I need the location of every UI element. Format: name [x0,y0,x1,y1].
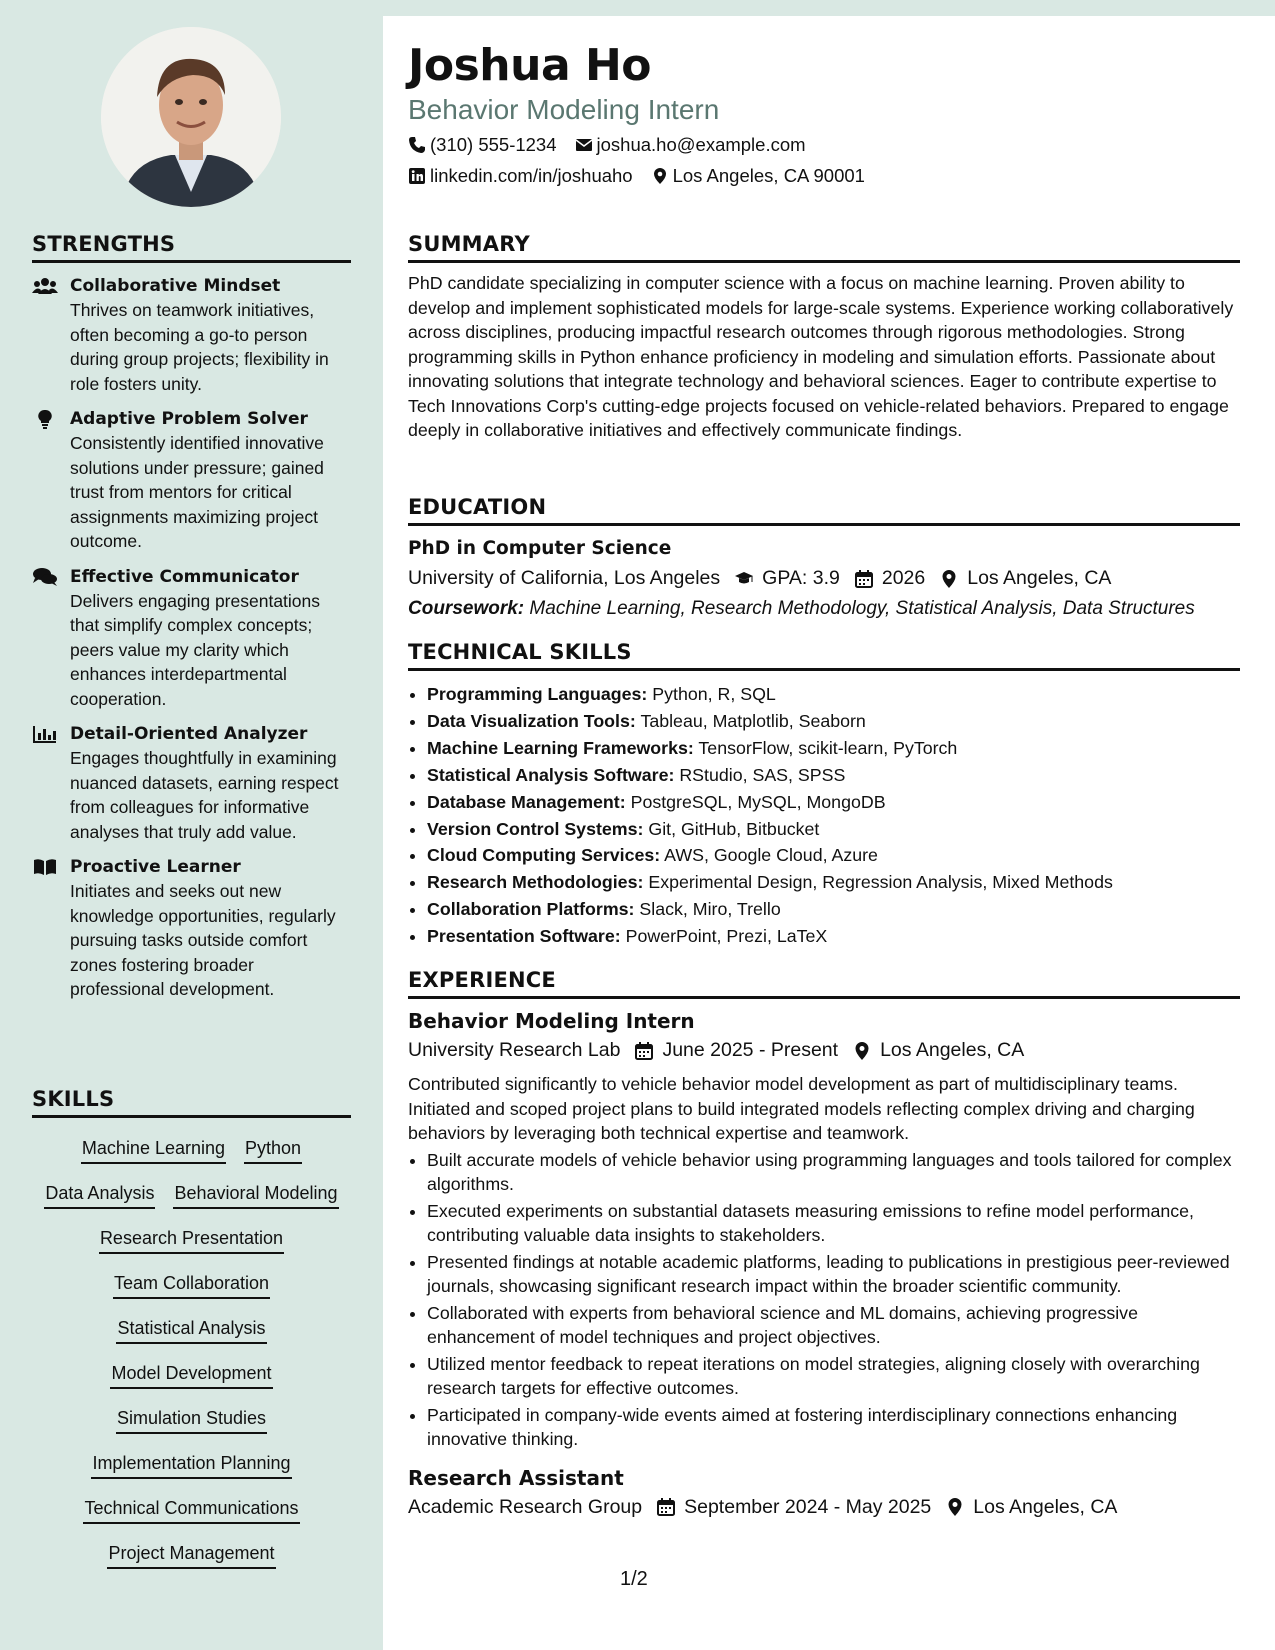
summary-title: SUMMARY [408,232,1240,263]
technical-skills-list [408,681,1240,950]
skill-tag: Technical Communications [83,1498,299,1524]
skill-label: Machine Learning Frameworks: [427,737,694,758]
strength-name: Proactive Learner [70,857,241,877]
technical-skill-item [427,708,1240,735]
phone-item [408,134,557,156]
skill-label: Data Visualization Tools: [427,710,636,731]
skill-row [32,1533,351,1578]
job-bullet: • Executed experiments on substantial datasets measuring emissions to refine model performance, contributing valuable data insights to stakeholders. [427,1199,1240,1248]
phone-text: (310) 555-1234 [430,134,557,155]
job-location: Los Angeles, CA [973,1495,1118,1518]
strength-item [32,566,351,712]
coursework-label: Coursework: [408,598,525,619]
skill-value: RStudio, SAS, SPSS [679,764,846,785]
strength-desc: Consistently identified innovative solutions under pressure; gained trust from mentors for critical assignments maximizing project outcome. [70,433,324,551]
skill-tag: Implementation Planning [91,1453,291,1479]
skill-tag: Behavioral Modeling [173,1183,338,1209]
job-location: Los Angeles, CA [880,1039,1025,1061]
linkedin-text: linkedin.com/in/joshuaho [430,165,633,186]
skill-value: Slack, Miro, Trello [639,899,781,920]
calendar-icon [854,569,874,589]
job-bullet: • Utilized mentor feedback to repeat iterations on model strategies, aligning closely with overarching research targets for effective outcomes. [427,1352,1240,1401]
experience-section [408,968,1240,1519]
skill-label: Cloud Computing Services: [427,845,661,866]
strengths-title: STRENGTHS [32,232,351,263]
profile-photo [101,27,281,207]
summary-text: PhD candidate specializing in computer science with a focus on machine learning. Proven ability to develop and implement sophisticated models for large-scale systems. Experience working collaboratively across disciplines, producing impactful research outcomes through rigorous methodologies. Strong programming skills in Python enhance proficiency in modeling and simulation efforts. Passionate about innovating solutions that integrate technology and behavioral sciences. Eager to contribute expertise to Tech Innovations Corp's cutting-edge projects focused on vehicle-related behaviors. Prepared to engage deeply in collaborative initiatives and effectively communicate findings. [408,273,1234,440]
degree-name: PhD in Computer Science [408,538,672,559]
skill-tag: Python [244,1138,302,1164]
education-title: EDUCATION [408,495,1240,526]
skill-tag: Simulation Studies [116,1408,267,1434]
strength-desc: Thrives on teamwork initiatives, often becoming a go-to person during group projects; flexibility in role fosters unity. [70,300,329,394]
coursework-line [408,598,1240,620]
job-title: Behavior Modeling Intern [408,1009,695,1033]
skill-value: PostgreSQL, MySQL, MongoDB [630,791,886,812]
technical-skill-item [427,735,1240,762]
skill-label: Statistical Analysis Software: [427,764,675,785]
strengths-section [32,232,351,1002]
skill-tag: Team Collaboration [113,1273,270,1299]
skill-row [32,1443,351,1488]
strength-item [32,723,351,844]
summary-section [408,232,1240,443]
skill-label: Presentation Software: [427,926,621,947]
skill-row [32,1488,351,1533]
skills-section [32,1087,351,1578]
skill-row [32,1353,351,1398]
skill-value: TensorFlow, scikit-learn, PyTorch [698,737,958,758]
strength-name: Collaborative Mindset [70,276,281,296]
graduation-year: 2026 [881,567,926,589]
job-bullet: • Presented findings at notable academic platforms, leading to publications in prestigious peer-reviewed journals, showcasing significant research impact within the broader scientific community. [427,1250,1240,1299]
strength-name: Effective Communicator [70,566,299,587]
skill-row [32,1128,351,1173]
technical-skill-item [427,681,1240,708]
strength-desc: Delivers engaging presentations that simplify complex concepts; peers value my clarity which enhances interdepartmental cooperation. [70,590,321,709]
skill-value: AWS, Google Cloud, Azure [664,845,878,866]
skills-title: SKILLS [32,1087,351,1118]
candidate-title: Behavior Modeling Intern [408,94,720,125]
map-pin-icon [939,569,959,589]
strength-name: Adaptive Problem Solver [70,409,308,429]
skill-value: PowerPoint, Prezi, LaTeX [625,926,828,947]
education-location: Los Angeles, CA [967,567,1112,589]
education-meta [408,567,1240,590]
technical-skill-item [427,923,1240,950]
calendar-icon [634,1041,654,1061]
skill-tag: Project Management [107,1543,275,1569]
map-pin-icon [852,1041,872,1061]
skill-label: Version Control Systems: [427,818,644,839]
chart-icon [32,724,58,744]
graduation-cap-icon [734,569,754,589]
skill-tag: Research Presentation [99,1228,284,1254]
education-section [408,495,1240,620]
phone-icon [408,136,426,154]
experience-title: EXPERIENCE [408,968,1240,999]
location-text: Los Angeles, CA 90001 [672,165,865,186]
skill-label: Database Management: [427,791,626,812]
skill-tag: Model Development [110,1363,272,1389]
skill-row [32,1173,351,1218]
email-item [575,134,806,156]
page-number: 1/2 [620,1568,648,1590]
lightbulb-icon [32,409,58,429]
strength-item [32,408,351,554]
skill-tag: Statistical Analysis [116,1318,266,1344]
job-meta [408,1039,1240,1062]
book-icon [32,857,58,877]
job-title: Research Assistant [408,1465,624,1490]
strength-desc: Engages thoughtfully in examining nuanced datasets, earning respect from colleagues for informative analyses that truly add value. [70,748,339,842]
skill-label: Programming Languages: [427,684,648,704]
job-dates: June 2025 - Present [662,1039,839,1061]
strength-name: Detail-Oriented Analyzer [70,724,308,744]
job-summary: Contributed significantly to vehicle behavior model development as part of multidisciplinary teams. Initiated and scoped project plans to build integrated models reflecting complex driving and charging behaviors by leveraging both technical expertise and teamwork. [408,1074,1195,1143]
skill-value: Experimental Design, Regression Analysis, Mixed Methods [648,872,1113,893]
map-pin-icon [945,1497,965,1517]
job-bullets [408,1148,1240,1452]
technical-skill-item [427,789,1240,816]
skill-tag: Data Analysis [44,1183,155,1209]
skill-tag: Machine Learning [81,1138,226,1164]
coursework-text: Machine Learning, Research Methodology, Statistical Analysis, Data Structures [529,598,1195,619]
contact-row-1 [408,134,806,156]
skill-label: Collaboration Platforms: [427,899,635,920]
skills-list [32,1128,351,1578]
contact-row-2 [408,165,865,187]
school-name: University of California, Los Angeles [408,567,721,589]
users-icon [32,276,58,296]
technical-skills-section [408,640,1240,950]
skill-row [32,1218,351,1263]
job-entry [408,1466,1240,1519]
job-bullet: • Built accurate models of vehicle behavior using programming languages and tools tailored for complex algorithms. [427,1148,1240,1197]
linkedin-item [408,165,633,187]
job-entry [408,1009,1240,1452]
candidate-name: Joshua Ho [408,40,651,91]
calendar-icon [656,1497,676,1517]
strength-desc: Initiates and seeks out new knowledge opportunities, regularly pursuing tasks outside comfort zones fostering broader professional development. [70,881,336,999]
technical-skill-item [427,762,1240,789]
skill-row [32,1308,351,1353]
technical-skills-title: TECHNICAL SKILLS [408,640,1240,671]
map-pin-icon [651,167,669,185]
job-dates: September 2024 - May 2025 [684,1495,932,1518]
skill-value: Git, GitHub, Bitbucket [648,818,820,839]
strength-item [32,275,351,396]
technical-skill-item [427,869,1240,896]
technical-skill-item [427,816,1240,843]
technical-skill-item [427,896,1240,923]
skill-row [32,1398,351,1443]
job-meta [408,1496,1240,1519]
skill-row [32,1263,351,1308]
sidebar [0,0,383,1650]
job-org: Academic Research Group [408,1495,643,1518]
technical-skill-item [427,842,1240,869]
linkedin-icon [408,167,426,185]
job-bullet: • Participated in company-wide events aimed at fostering interdisciplinary connections enhancing innovative thinking. [427,1403,1240,1452]
job-org: University Research Lab [408,1039,621,1061]
strength-item [32,856,351,1002]
gpa-text: GPA: 3.9 [762,567,840,589]
comments-icon [32,567,58,587]
job-bullet: • Collaborated with experts from behavioral science and ML domains, achieving progressive enhancement of model techniques and project objectives. [427,1301,1240,1350]
email-text: joshua.ho@example.com [596,134,806,155]
location-item [651,165,865,187]
envelope-icon [575,136,593,154]
skill-value: Tableau, Matplotlib, Seaborn [640,710,866,731]
skill-label: Research Methodologies: [427,872,644,893]
skill-value: Python, R, SQL [652,684,776,704]
